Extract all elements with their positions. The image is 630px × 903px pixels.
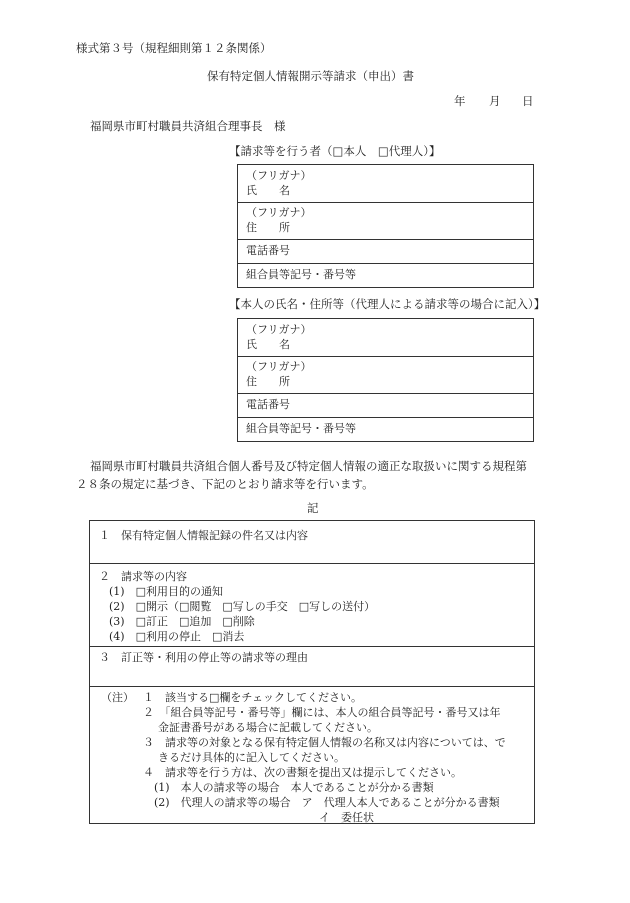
note-3b: きるだけ具体的に記入してください。 (158, 751, 345, 764)
note-2a: ２ 「組合員等記号・番号等」欄には、本人の組合員等記号・番号又は年 (143, 706, 501, 719)
requester-table (237, 164, 534, 288)
note-4-3: イ 委任状 (319, 811, 374, 824)
principal-name-field[interactable]: 氏 名 (246, 338, 290, 351)
date-year: 年 (454, 94, 466, 108)
request-option-notify-purpose[interactable]: (1) □利用目的の通知 (109, 585, 223, 598)
form-number: 様式第３号（規程細則第１２条関係） (76, 41, 272, 55)
requester-name-field[interactable]: 氏 名 (246, 184, 290, 197)
note-4-2: (2) 代理人の請求等の場合 ア 代理人本人であることが分かる書類 (154, 796, 500, 809)
notes-label: （注） (101, 691, 134, 704)
requester-phone-field[interactable]: 電話番号 (246, 244, 290, 257)
section-2-title: ２ 請求等の内容 (99, 570, 187, 583)
principal-address-field[interactable]: 住 所 (246, 375, 290, 388)
note-4-1: (1) 本人の請求等の場合 本人であることが分かる書類 (154, 781, 434, 794)
principal-member-number-field[interactable]: 組合員等記号・番号等 (246, 422, 356, 435)
note-2b: 金証書番号がある場合に記載してください。 (158, 721, 378, 734)
principal-heading: 【本人の氏名・住所等（代理人による請求等の場合に記入）】 (229, 297, 546, 311)
body-text-line1: 福岡県市町村職員共済組合個人番号及び特定個人情報の適正な取扱いに関する規程第 (90, 459, 527, 473)
note-4: ４ 請求等を行う方は、次の書類を提出又は提示してください。 (143, 766, 462, 779)
principal-address-furigana: （フリガナ） (246, 360, 312, 373)
request-option-disclosure[interactable]: (2) □開示（□閲覧 □写しの手交 □写しの送付） (109, 600, 376, 613)
section-1-title[interactable]: １ 保有特定個人情報記録の件名又は内容 (99, 529, 308, 542)
requester-address-field[interactable]: 住 所 (246, 221, 290, 234)
page-title: 保有特定個人情報開示等請求（申出）書 (207, 69, 414, 83)
principal-table (237, 318, 534, 442)
requester-address-furigana: （フリガナ） (246, 206, 312, 219)
date-day: 日 (522, 94, 534, 108)
addressee: 福岡県市町村職員共済組合理事長 様 (90, 119, 286, 133)
note-1: １ 該当する□欄をチェックしてください。 (143, 691, 363, 704)
principal-phone-field[interactable]: 電話番号 (246, 398, 290, 411)
request-option-correction[interactable]: (3) □訂正 □追加 □削除 (109, 615, 255, 628)
request-table (89, 520, 535, 824)
note-3a: ３ 請求等の対象となる保有特定個人情報の名称又は内容については、で (143, 736, 506, 749)
requester-heading: 【請求等を行う者（□本人 □代理人）】 (229, 144, 441, 158)
principal-name-furigana: （フリガナ） (246, 323, 312, 336)
requester-name-furigana: （フリガナ） (246, 169, 312, 182)
body-text-line2: ２８条の規定に基づき、下記のとおり請求等を行います。 (76, 477, 374, 491)
request-option-suspend-use[interactable]: (4) □利用の停止 □消去 (109, 630, 245, 643)
date-month: 月 (489, 94, 501, 108)
ki-heading: 記 (307, 501, 319, 515)
requester-member-number-field[interactable]: 組合員等記号・番号等 (246, 268, 356, 281)
section-3-title[interactable]: ３ 訂正等・利用の停止等の請求等の理由 (99, 651, 308, 664)
